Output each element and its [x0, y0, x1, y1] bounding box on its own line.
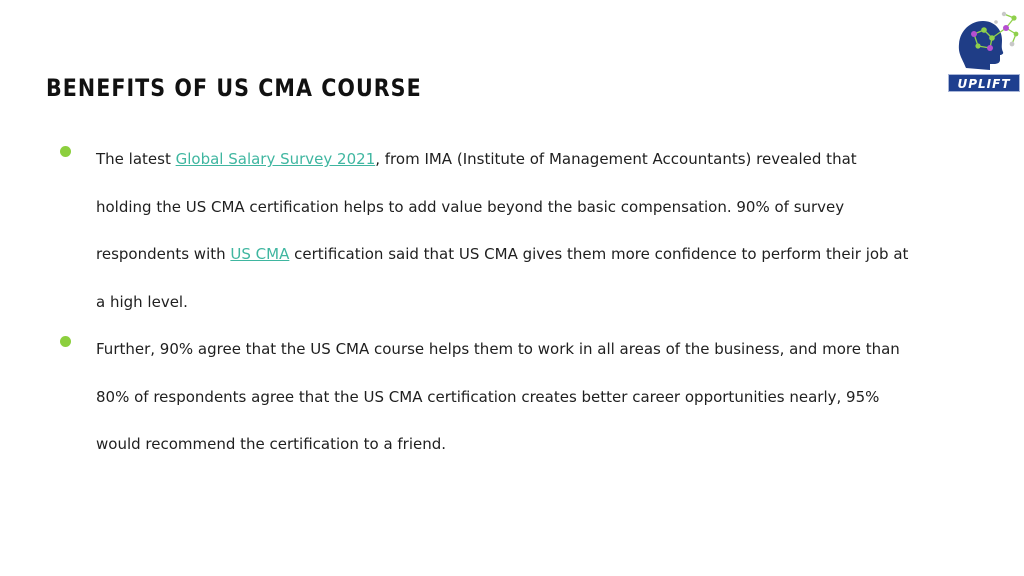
text-run: respondents with [96, 245, 231, 263]
bullet-list [58, 136, 978, 469]
head-network-icon [944, 8, 1022, 76]
bullet-line [96, 421, 978, 469]
uplift-logo [944, 8, 1022, 92]
text-run: The latest [96, 150, 176, 168]
inline-link[interactable]: US CMA [230, 245, 290, 263]
bullet-line [96, 326, 978, 374]
bullet-dot-icon [60, 336, 71, 347]
text-run: would recommend the certification to a friend. [96, 435, 447, 453]
slide-title: BENEFITS OF US CMA COURSE [46, 74, 422, 102]
bullet-item [58, 326, 978, 469]
logo-wordmark: UPLIFT [948, 74, 1020, 92]
text-run: 80% of respondents agree that the US CMA certification creates better career opportunities nearly, 95% [96, 387, 880, 406]
bullet-item [58, 136, 978, 326]
bullet-dot-icon [60, 146, 71, 157]
text-run: Further, 90% agree that the US CMA course helps them to work in all areas of the business, and more than [96, 340, 900, 358]
text-run: certification said that US CMA gives them more confidence to perform their job at [289, 245, 909, 263]
text-run: , from IMA (Institute of Management Accountants) revealed that [375, 150, 857, 168]
bullet-line [96, 184, 978, 232]
inline-link[interactable]: Global Salary Survey 2021 [175, 150, 376, 168]
text-run: holding the US CMA certification helps to add value beyond the basic compensation. 90% of survey [96, 197, 845, 216]
text-run: a high level. [96, 292, 188, 311]
bullet-line [96, 374, 978, 422]
bullet-line [96, 231, 978, 279]
bullet-line [96, 136, 978, 184]
bullet-line [96, 279, 978, 327]
